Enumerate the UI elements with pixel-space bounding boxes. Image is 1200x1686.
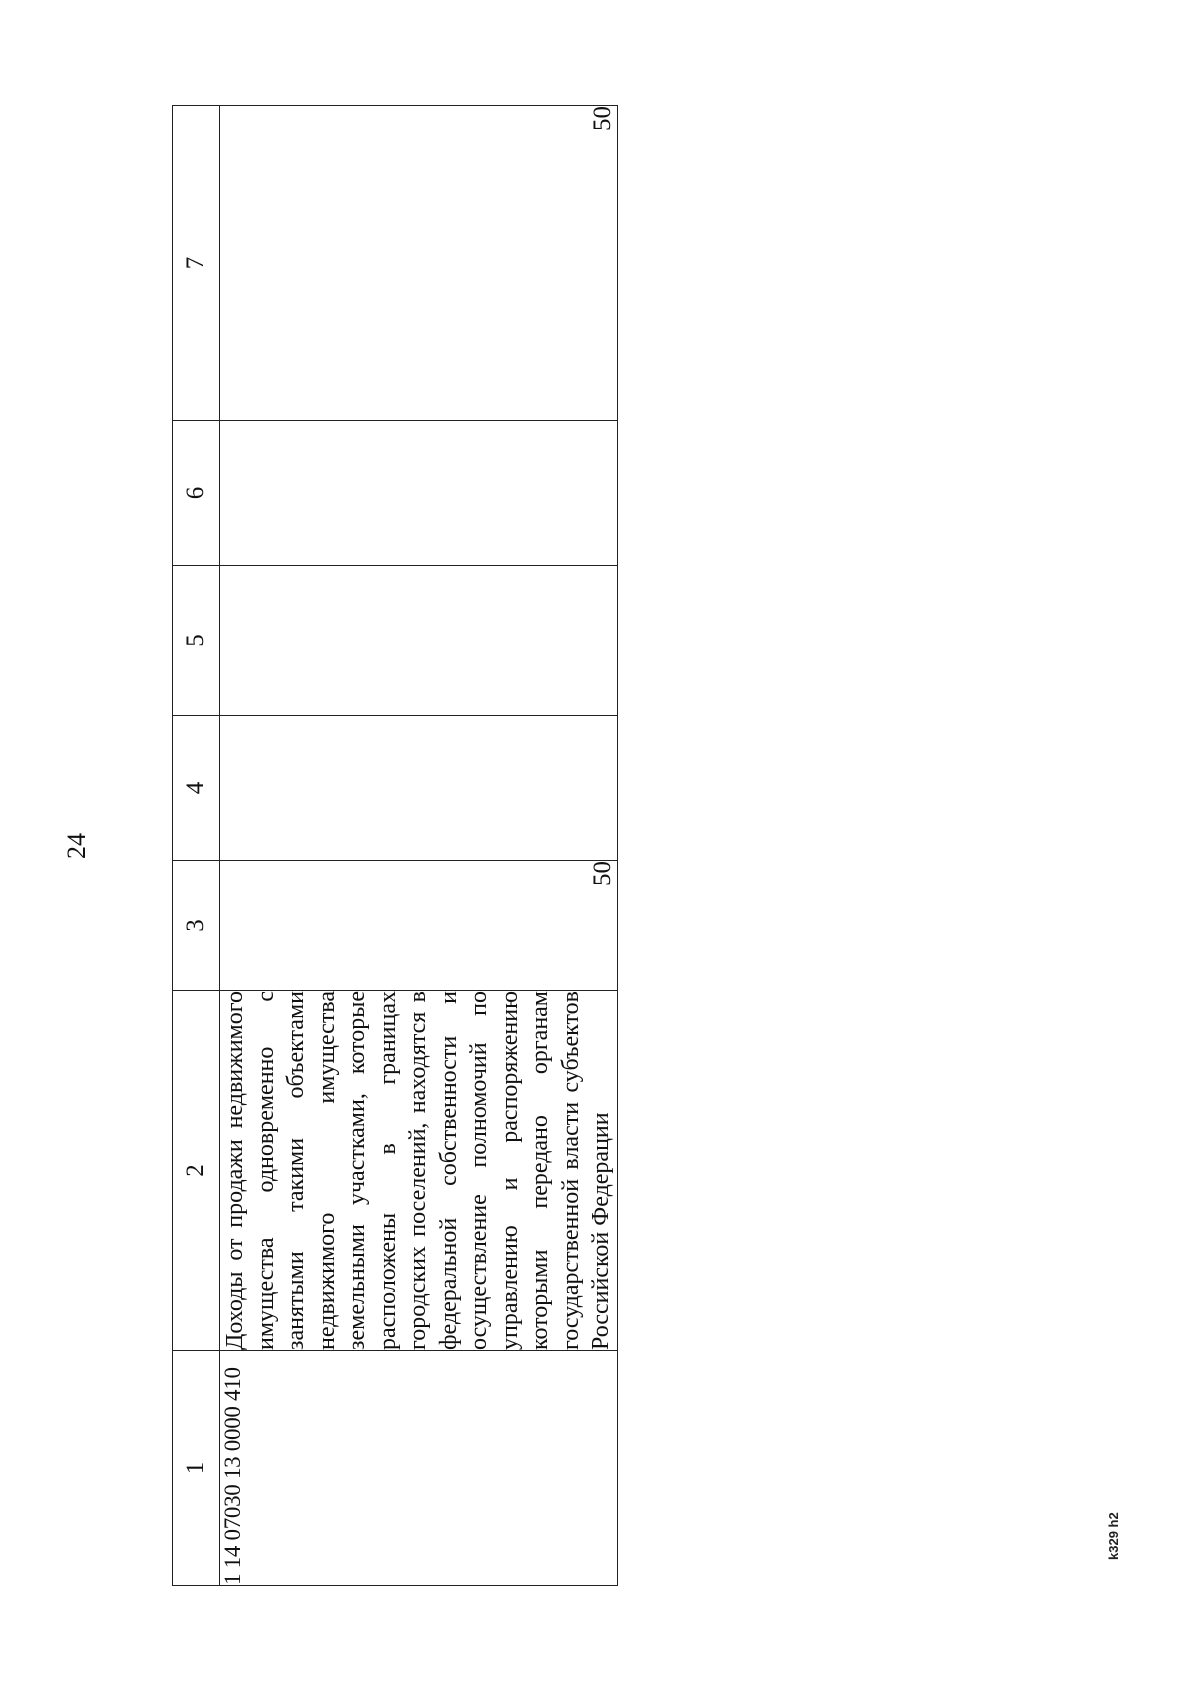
value-cell-col5 — [220, 566, 618, 716]
column-header-6: 6 — [173, 421, 220, 566]
column-header-4: 4 — [173, 716, 220, 861]
page-number: 24 — [62, 833, 91, 859]
value-cell-col7: 50 — [220, 106, 618, 421]
value-cell-col4 — [220, 716, 618, 861]
column-header-5: 5 — [173, 566, 220, 716]
table-row — [220, 106, 618, 1586]
value-cell-col6 — [220, 421, 618, 566]
rotated-document-sheet — [62, 106, 616, 1586]
budget-table — [172, 105, 618, 1586]
column-header-2: 2 — [173, 991, 220, 1351]
income-code-cell: 1 14 07030 13 0000 410 — [220, 1351, 618, 1586]
income-description-cell: Доходы от продажи недвижимого имущества одновременно с занятыми такими объектами недвижимого имущества земельными участками, которые расположены в границах городских поселений, находятся в федеральной собственности и осуществление полномочий по управлению и распоряжению которыми передано органам государственной власти субъектов Российской Федерации — [220, 991, 618, 1351]
column-header-7: 7 — [173, 106, 220, 421]
value-cell-col3: 50 — [220, 861, 618, 991]
table-header-row — [173, 106, 220, 1586]
footer-stamp: k329 h2 — [1106, 1512, 1121, 1560]
column-header-3: 3 — [173, 861, 220, 991]
column-header-1: 1 — [173, 1351, 220, 1586]
